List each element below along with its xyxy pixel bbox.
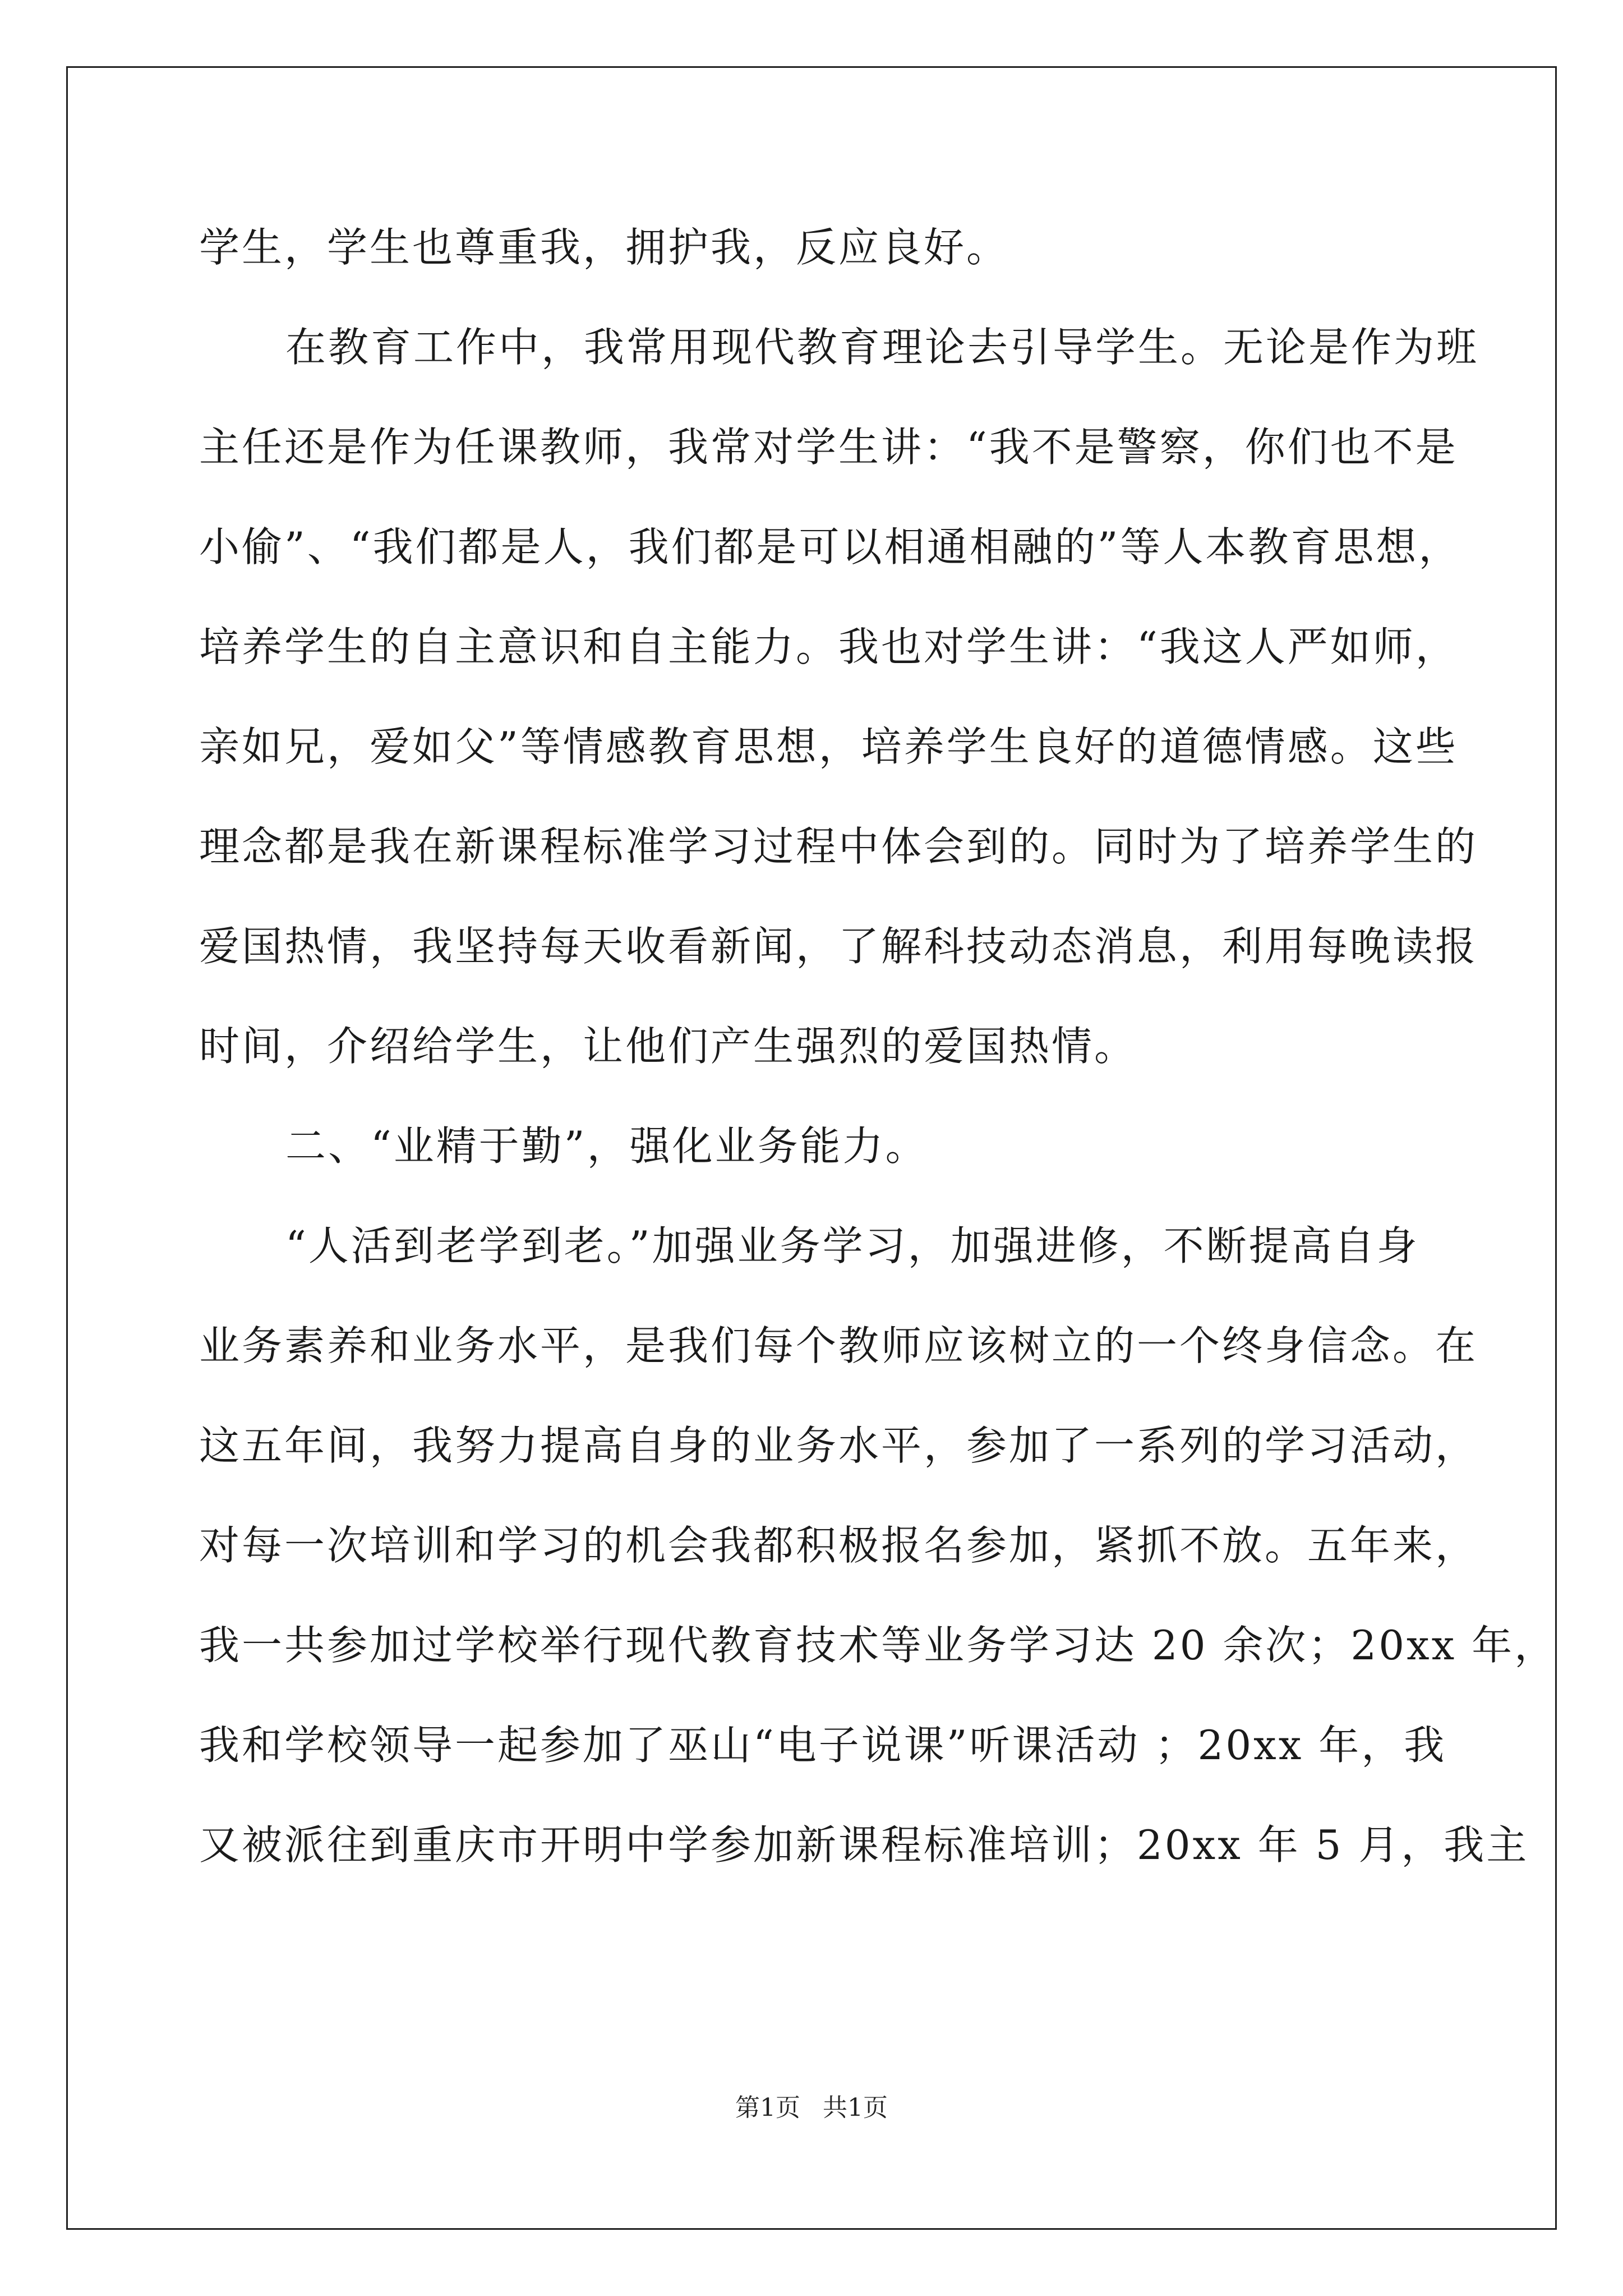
document-body xyxy=(199,197,1557,1895)
text-line-7: 理念都是我在新课程标准学习过程中体会到的。同时为了培养学生的 xyxy=(199,823,1478,870)
text-line-11: “人活到老学到老。”加强业务学习，加强进修，不断提高自身 xyxy=(285,1222,1419,1269)
text-line-12: 业务素养和业务水平，是我们每个教师应该树立的一个终身信念。在 xyxy=(199,1322,1478,1369)
page-number: 第1页 xyxy=(735,2093,800,2122)
text-line-14: 对每一次培训和学习的机会我都积极报名参加，紧抓不放。五年来， xyxy=(199,1522,1478,1569)
page-footer xyxy=(0,2091,1623,2125)
text-line-4: 小偷”、“我们都是人，我们都是可以相通相融的”等人本教育思想， xyxy=(199,523,1461,570)
text-line-15: 我一共参加过学校举行现代教育技术等业务学习达 20 余次；20xx 年， xyxy=(199,1622,1557,1669)
text-line-5: 培养学生的自主意识和自主能力。我也对学生讲：“我这人严如师， xyxy=(199,623,1458,670)
text-line-17: 又被派往到重庆市开明中学参加新课程标准培训；20xx 年 5 月，我主 xyxy=(199,1821,1529,1869)
page-total: 共1页 xyxy=(823,2093,888,2122)
text-line-13: 这五年间，我努力提高自身的业务水平，参加了一系列的学习活动， xyxy=(199,1422,1478,1469)
text-line-1: 学生，学生也尊重我，拥护我，反应良好。 xyxy=(199,224,1009,271)
text-line-8: 爱国热情，我坚持每天收看新闻，了解科技动态消息，利用每晚读报 xyxy=(199,923,1478,970)
text-line-2: 在教育工作中，我常用现代教育理论去引导学生。无论是作为班 xyxy=(285,324,1479,371)
section-heading: 二、“业精于勤”，强化业务能力。 xyxy=(285,1122,928,1170)
text-line-16: 我和学校领导一起参加了巫山“电子说课”听课活动 ；20xx 年，我 xyxy=(199,1722,1447,1769)
text-line-9: 时间，介绍给学生，让他们产生强烈的爱国热情。 xyxy=(199,1023,1137,1070)
text-line-3: 主任还是作为任课教师，我常对学生讲：“我不是警察，你们也不是 xyxy=(199,424,1458,471)
text-line-6: 亲如兄，爱如父”等情感教育思想，培养学生良好的道德情感。这些 xyxy=(199,723,1458,770)
